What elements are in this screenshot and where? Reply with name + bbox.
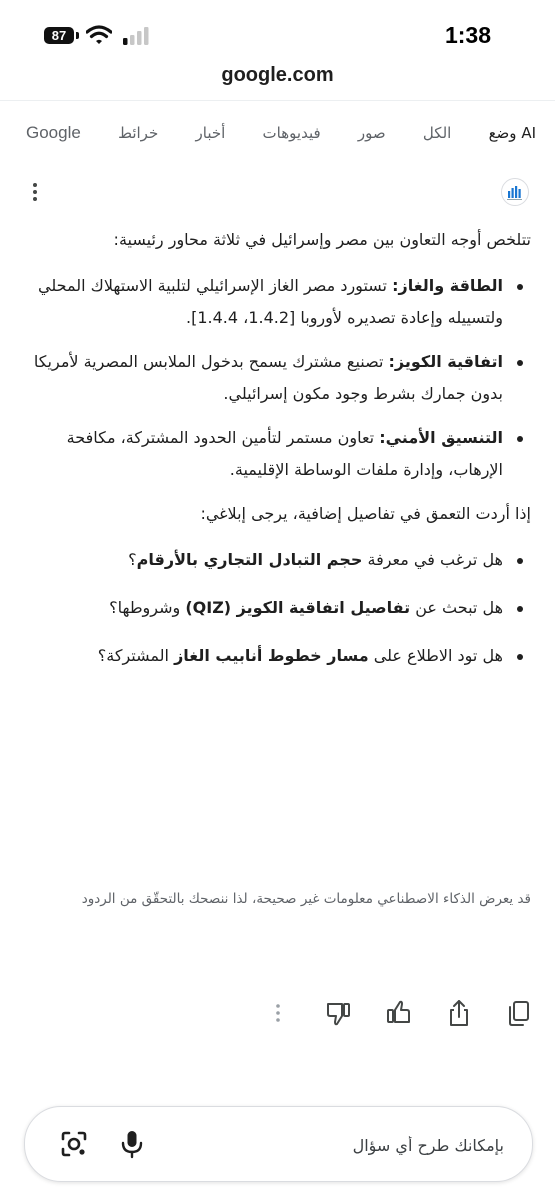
share-icon[interactable] — [447, 998, 471, 1028]
more-vertical-icon[interactable] — [272, 998, 284, 1028]
question-topic: تفاصيل اتفاقية الكويز (QIZ) — [185, 598, 411, 617]
more-vertical-icon[interactable] — [30, 180, 40, 204]
point-title: الطاقة والغاز: — [392, 276, 503, 295]
answer-intro: تتلخص أوجه التعاون بين مصر وإسرائيل في ثلاثة محاور رئيسية: — [113, 230, 531, 249]
point-text: تصنيع مشترك يسمح بدخول الملابس المصرية لأمريكا بدون جمارك بشرط وجود مكون إسرائيلي. — [33, 352, 503, 403]
list-item — [26, 544, 531, 576]
point-title: التنسيق الأمني: — [379, 428, 503, 447]
copy-icon[interactable] — [506, 998, 532, 1028]
list-item — [26, 270, 531, 334]
question-prefix: هل تود الاطلاع على — [368, 646, 503, 665]
battery-cap — [76, 32, 79, 39]
question-suffix: ؟ — [128, 550, 137, 569]
list-item — [26, 640, 531, 672]
list-item — [26, 346, 531, 410]
point-title: اتفاقية الكويز: — [388, 352, 503, 371]
question-suffix: وشروطها؟ — [109, 598, 186, 617]
tab-ai-mode[interactable]: وضع AI — [488, 124, 536, 142]
tab-images[interactable]: صور — [357, 124, 386, 142]
question-prefix: هل تبحث عن — [410, 598, 503, 617]
thumbs-up-icon[interactable] — [384, 998, 412, 1028]
tab-maps[interactable]: خرائط — [118, 124, 159, 142]
thumbs-down-icon[interactable] — [325, 998, 353, 1028]
point-text: تستورد مصر الغاز الإسرائيلي لتلبية الاستهلاك المحلي ولتسييله وإعادة تصديره لأوروبا [1.4.2، 1.4.4]. — [38, 276, 503, 327]
tab-news[interactable]: أخبار — [195, 124, 226, 142]
tab-google-maps-brand[interactable]: Google — [26, 123, 81, 142]
answer-actions — [0, 998, 555, 1030]
header-divider — [0, 100, 555, 101]
point-text: تعاون مستمر لتأمين الحدود المشتركة، مكافحة الإرهاب، وإدارة ملفات الوساطة الإقليمية. — [66, 428, 503, 479]
tab-all[interactable]: الكل — [422, 124, 452, 142]
list-item — [26, 592, 531, 624]
ask-anything-input[interactable] — [202, 1129, 506, 1161]
bar-chart-logo-icon — [502, 179, 528, 205]
follow-up-questions — [26, 544, 531, 672]
microphone-icon[interactable] — [119, 1129, 145, 1159]
status-bar — [0, 0, 555, 60]
source-logo[interactable] — [501, 178, 529, 206]
search-tabs — [26, 118, 536, 148]
question-prefix: هل ترغب في معرفة — [362, 550, 503, 569]
ai-disclaimer: قد يعرض الذكاء الاصطناعي معلومات غير صحيحة، لذا ننصحك بالتحقّق من الردود — [81, 891, 531, 907]
wifi-icon — [86, 25, 112, 45]
ask-anything-bar — [24, 1106, 533, 1182]
list-item — [26, 422, 531, 486]
status-time: 1:38 — [444, 22, 491, 48]
key-points-list — [26, 270, 531, 486]
tab-videos[interactable]: فيديوهات — [262, 124, 321, 142]
ai-answer — [26, 224, 531, 688]
google-lens-icon[interactable] — [59, 1129, 89, 1159]
question-topic: حجم التبادل التجاري بالأرقام — [136, 550, 363, 569]
question-suffix: المشتركة؟ — [97, 646, 175, 665]
question-topic: مسار خطوط أنابيب الغاز — [174, 646, 369, 665]
answer-followup: إذا أردت التعمق في تفاصيل إضافية، يرجى إبلاغي: — [200, 504, 531, 523]
address-bar-url[interactable]: google.com — [221, 64, 334, 86]
cellular-signal-icon — [122, 27, 150, 45]
battery-icon: 87 — [44, 27, 74, 44]
